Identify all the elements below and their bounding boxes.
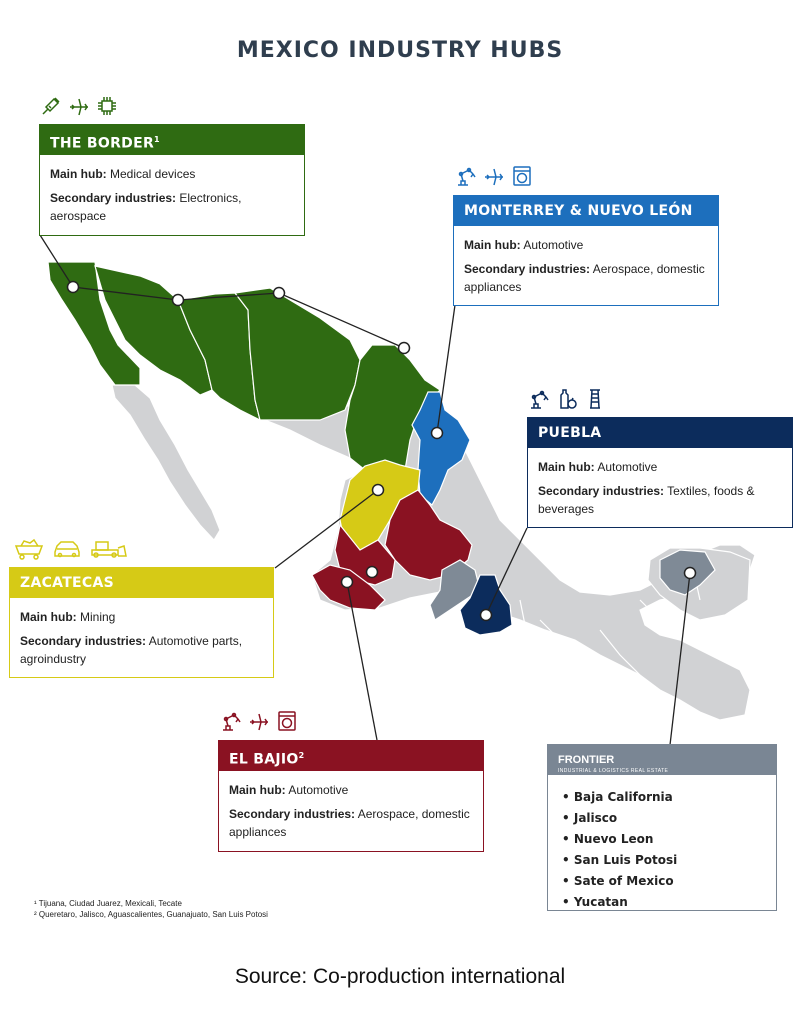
- puebla-secondary: Textiles, foods & beverages: [538, 484, 755, 516]
- monterrey-icons: [455, 165, 533, 187]
- main-hub-label: Main hub:: [229, 783, 286, 797]
- frontier-locations-card: [547, 744, 777, 911]
- footnotes: [34, 898, 268, 920]
- monterrey-main-hub: Automotive: [523, 238, 584, 252]
- monterrey-hub-header: [454, 196, 718, 226]
- bulldozer-icon: [88, 538, 128, 560]
- puebla-hub-name: PUEBLA: [538, 425, 602, 441]
- main-hub-label: Main hub:: [464, 238, 521, 252]
- puebla-main-hub: Automotive: [597, 460, 658, 474]
- syringe-icon: [40, 95, 62, 117]
- robot-arm-icon: [455, 165, 477, 187]
- frontier-tagline: INDUSTRIAL & LOGISTICS REAL ESTATE: [558, 768, 669, 774]
- bottle-apple-icon: [556, 388, 578, 410]
- page-title: MEXICO INDUSTRY HUBS: [236, 38, 564, 63]
- main-hub-label: Main hub:: [20, 610, 77, 624]
- border-hub-name: THE BORDER: [50, 135, 155, 152]
- monterrey-hub-name: MONTERREY & NUEVO LEÓN: [464, 203, 693, 219]
- bajio-secondary: Aerospace, domestic appliances: [229, 807, 470, 839]
- border-main-hub: Medical devices: [110, 167, 196, 181]
- frontier-location-list: [548, 775, 776, 921]
- secondary-label: Secondary industries:: [464, 262, 591, 276]
- robot-arm-icon: [220, 710, 242, 732]
- border-hub-footnote-mark: 1: [154, 135, 160, 144]
- washing-machine-icon: [511, 165, 533, 187]
- list-item: • Yucatan: [562, 892, 764, 913]
- puebla-icons: [528, 388, 606, 410]
- thread-spool-icon: [584, 388, 606, 410]
- zacatecas-icons: [12, 538, 128, 560]
- zacatecas-secondary: Automotive parts, agroindustry: [20, 634, 243, 666]
- border-hub-header: [40, 125, 304, 155]
- washing-machine-icon: [276, 710, 298, 732]
- airplane-icon: [483, 165, 505, 187]
- puebla-hub-card: [527, 417, 793, 528]
- secondary-label: Secondary industries:: [229, 807, 356, 821]
- monterrey-hub-card: [453, 195, 719, 306]
- list-item: • San Luis Potosi: [562, 850, 764, 871]
- frontier-logo-text: FRONTIER: [558, 754, 615, 766]
- frontier-logo: [548, 745, 776, 775]
- list-item: • Jalisco: [562, 808, 764, 829]
- airplane-icon: [248, 710, 270, 732]
- bajio-hub-name: EL BAJIO: [229, 751, 299, 768]
- border-icons: [40, 95, 118, 117]
- list-item: • Baja California: [562, 787, 764, 808]
- bajio-hub-header: [219, 741, 483, 771]
- bajio-hub-footnote-mark: 2: [298, 751, 305, 760]
- puebla-hub-header: [528, 418, 792, 448]
- mine-cart-icon: [12, 538, 46, 560]
- monterrey-secondary: Aerospace, domestic appliances: [464, 262, 705, 294]
- zacatecas-hub-card: [9, 567, 274, 678]
- bajio-icons: [220, 710, 298, 732]
- car-icon: [52, 538, 82, 560]
- robot-arm-icon: [528, 388, 550, 410]
- zacatecas-hub-name: ZACATECAS: [20, 575, 115, 591]
- source-caption: Source: Co-production international: [234, 965, 566, 988]
- zacatecas-main-hub: Mining: [80, 610, 116, 624]
- zacatecas-hub-header: [10, 568, 273, 598]
- chip-icon: [96, 95, 118, 117]
- border-region: [48, 262, 440, 470]
- bajio-hub-card: [218, 740, 484, 852]
- secondary-label: Secondary industries:: [20, 634, 147, 648]
- secondary-label: Secondary industries:: [50, 191, 177, 205]
- airplane-icon: [68, 95, 90, 117]
- list-item: • Nuevo Leon: [562, 829, 764, 850]
- border-secondary: Electronics, aerospace: [50, 191, 242, 223]
- secondary-label: Secondary industries:: [538, 484, 665, 498]
- bajio-main-hub: Automotive: [288, 783, 349, 797]
- footnote-1: ¹ Tijuana, Ciudad Juarez, Mexicali, Tecate: [34, 899, 182, 908]
- main-hub-label: Main hub:: [50, 167, 107, 181]
- border-hub-card: [39, 124, 305, 236]
- list-item: • Sate of Mexico: [562, 871, 764, 892]
- main-hub-label: Main hub:: [538, 460, 595, 474]
- footnote-2: ² Queretaro, Jalisco, Aguascalientes, Guanajuato, San Luis Potosi: [34, 910, 268, 919]
